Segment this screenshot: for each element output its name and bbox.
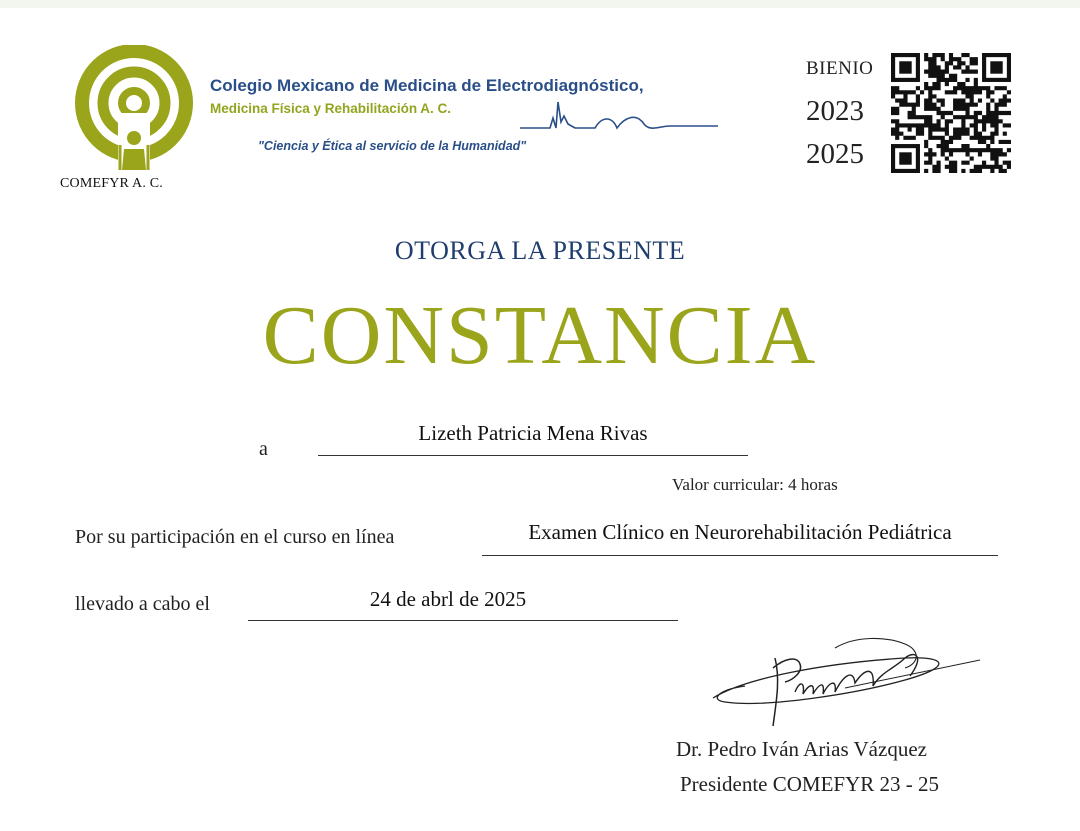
signature-image [705, 628, 985, 733]
bienio-label: BIENIO [806, 58, 874, 79]
ecg-wave-icon [520, 92, 720, 134]
bienio-end-year: 2025 [806, 138, 864, 170]
course-name: Examen Clínico en Neurorehabilitación Pediátrica [528, 520, 952, 544]
recipient-name: Lizeth Patricia Mena Rivas [418, 421, 648, 445]
org-short-name: COMEFYR A. C. [60, 176, 163, 191]
signer-name: Dr. Pedro Iván Arias Vázquez [676, 737, 927, 761]
certificate-title: CONSTANCIA [262, 289, 818, 382]
comefyr-logo-icon [74, 45, 194, 170]
qr-code-icon[interactable] [891, 53, 1011, 173]
college-name-line1: Colegio Mexicano de Medicina de Electrodiagnóstico, [210, 76, 644, 95]
recipient-underline [318, 455, 748, 456]
curricular-value: Valor curricular: 4 horas [672, 475, 838, 494]
course-prefix: Por su participación en el curso en línea [75, 526, 395, 548]
top-bar [0, 0, 1080, 8]
college-name-line2: Medicina Física y Rehabilitación A. C. [210, 101, 452, 116]
date-prefix: llevado a cabo el [75, 593, 210, 615]
course-date: 24 de abrl de 2025 [369, 587, 527, 611]
signer-title: Presidente COMEFYR 23 - 25 [680, 772, 939, 796]
motto: "Ciencia y Ética al servicio de la Humanidad" [258, 139, 527, 153]
course-underline [482, 555, 998, 556]
certificate-heading: OTORGA LA PRESENTE [394, 236, 686, 265]
date-underline [248, 620, 678, 621]
recipient-prefix: a [259, 438, 268, 460]
bienio-start-year: 2023 [806, 95, 864, 127]
